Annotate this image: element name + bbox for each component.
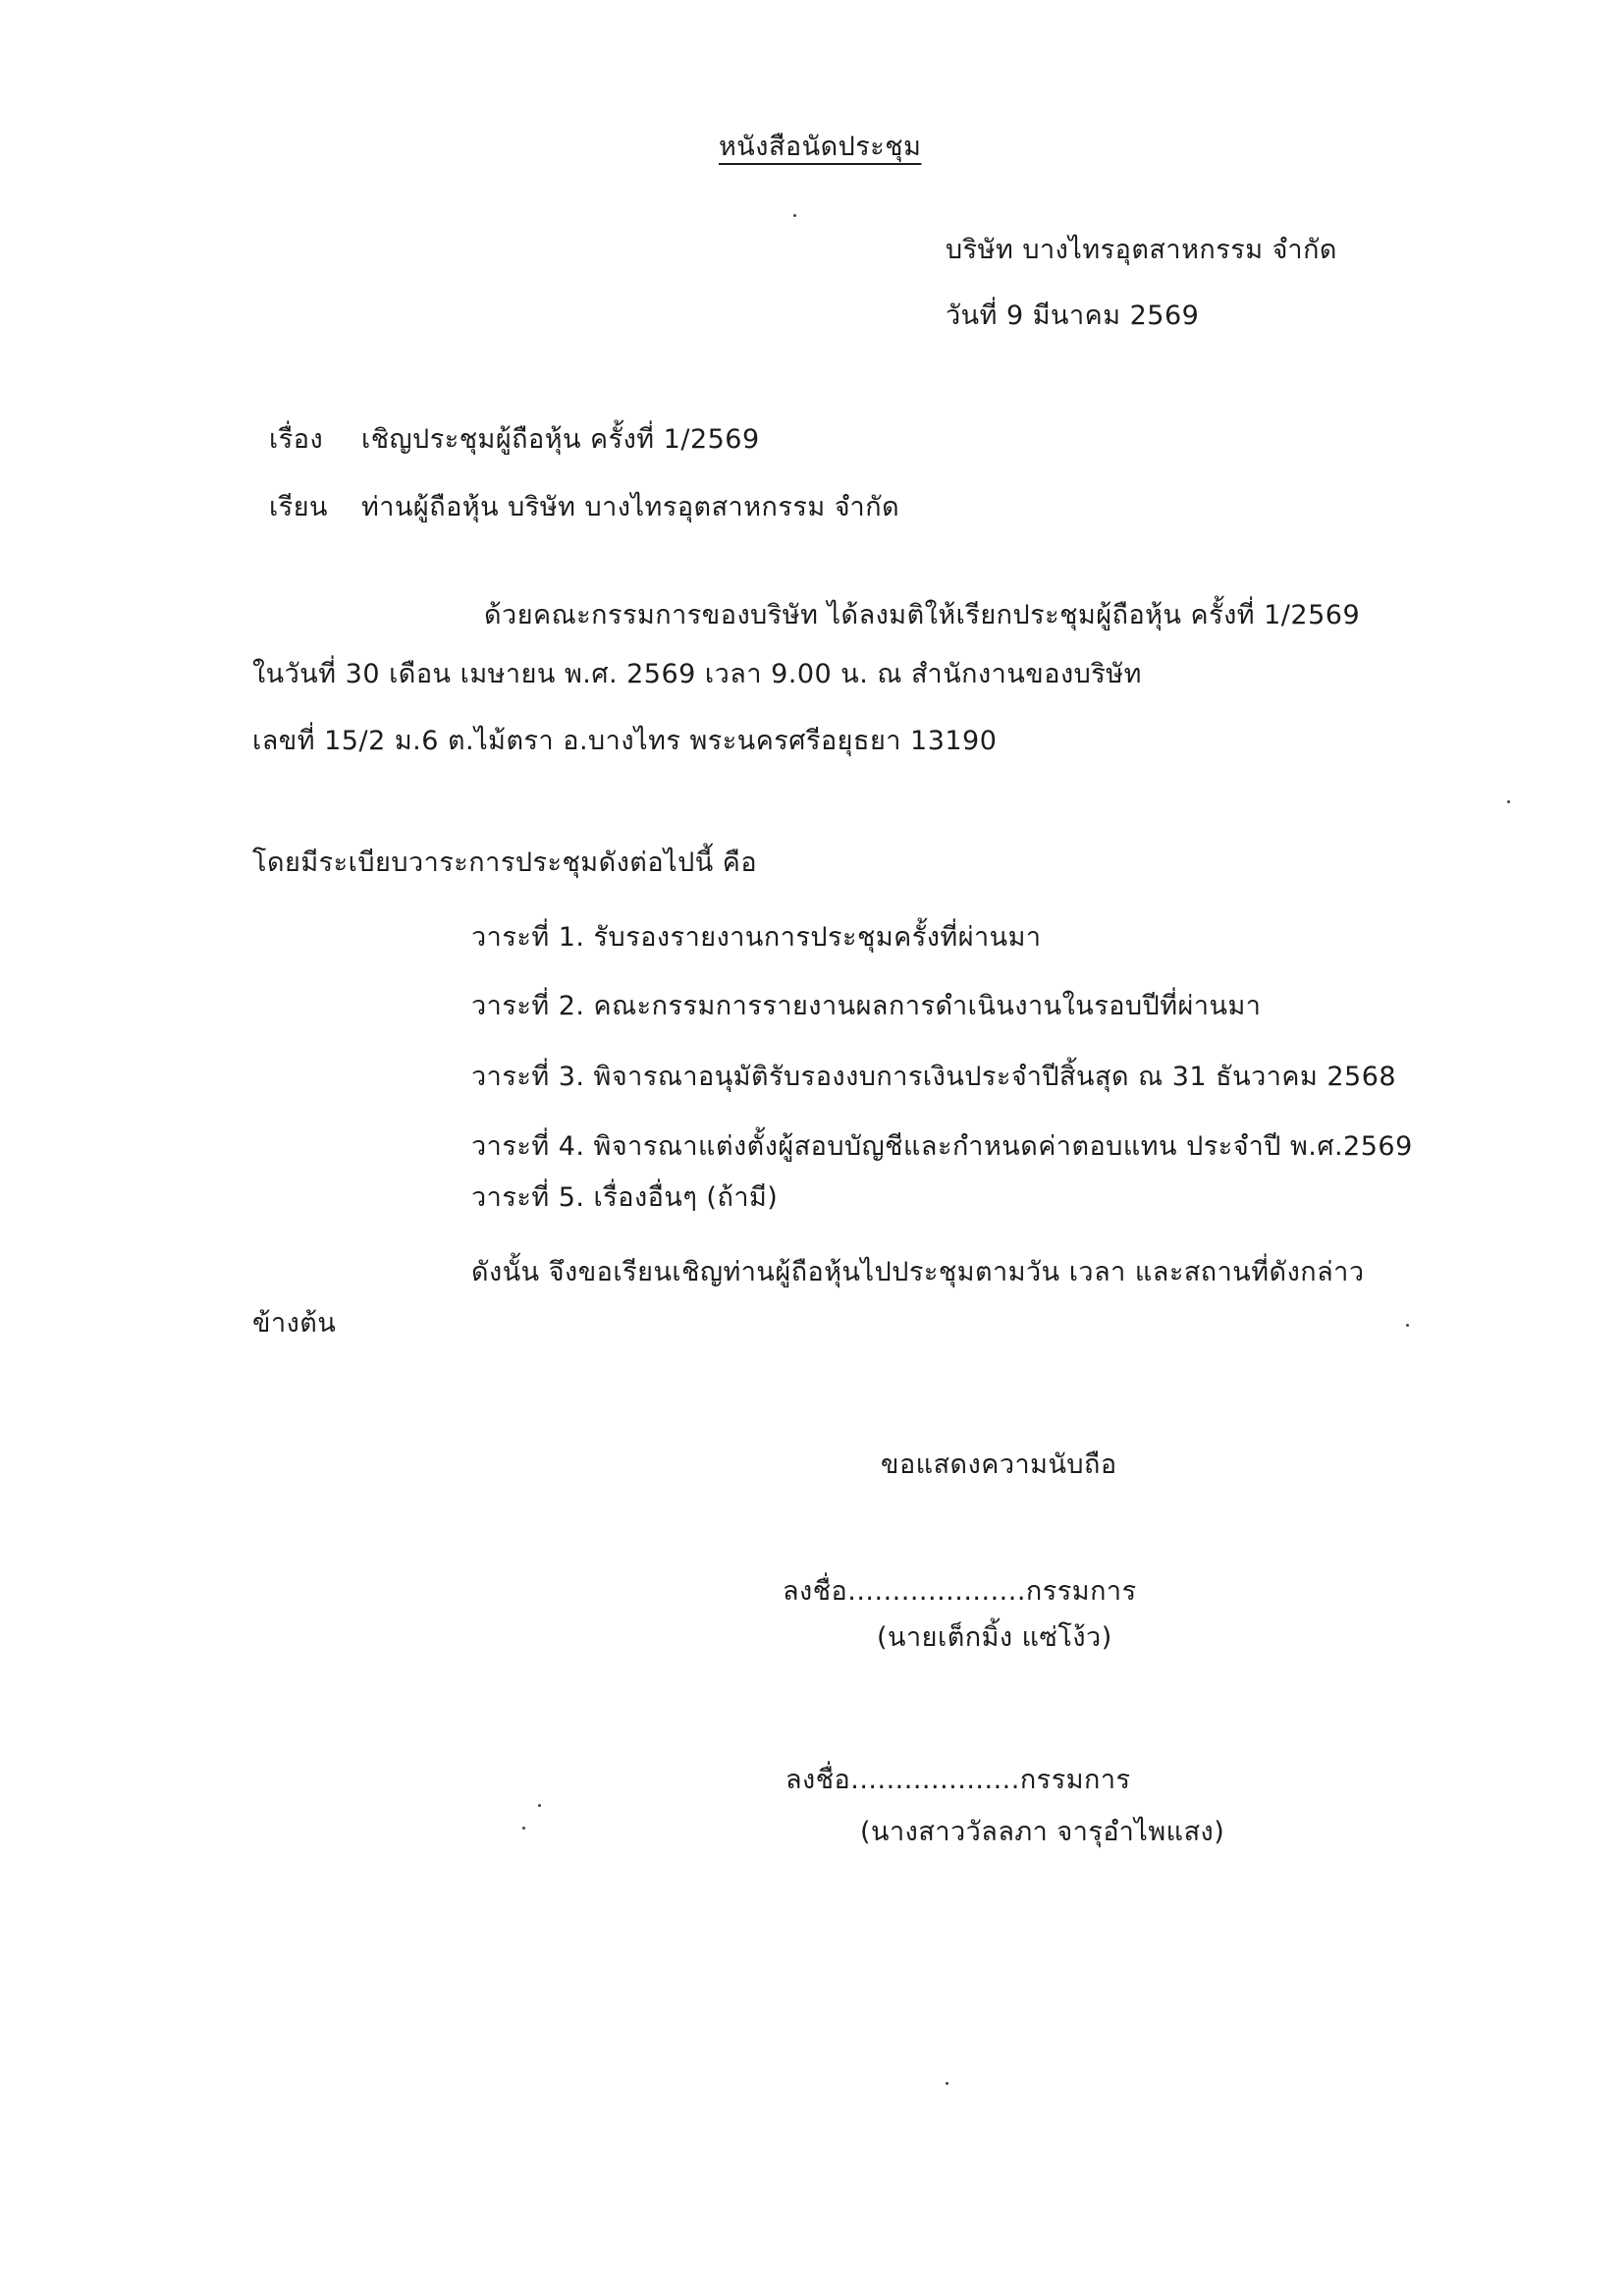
scan-speck	[1406, 1324, 1409, 1327]
letter-date: วันที่ 9 มีนาคม 2569	[946, 301, 1200, 331]
scan-speck	[793, 214, 796, 217]
signatory-name-1: (นายเต็กมิ้ง แซ่โง้ว)	[877, 1622, 1112, 1653]
body-line-3: เลขที่ 15/2 ม.6 ต.ไม้ตรา อ.บางไทร พระนครศรีอยุธยา 13190	[252, 726, 998, 756]
recipient-text: ท่านผู้ถือหุ้น บริษัท บางไทรอุตสาหกรรม จำกัด	[361, 492, 900, 522]
agenda-item: วาระที่ 3. พิจารณาอนุมัติรับรองงบการเงินประจำปีสิ้นสุด ณ 31 ธันวาคม 2568	[471, 1062, 1397, 1092]
agenda-intro: โดยมีระเบียบวาระการประชุมดังต่อไปนี้ คือ	[252, 847, 758, 878]
regards-text: ขอแสดงความนับถือ	[881, 1449, 1117, 1480]
subject-label: เรื่อง	[269, 424, 324, 455]
company-name: บริษัท บางไทรอุตสาหกรรม จำกัด	[946, 235, 1337, 265]
scan-speck	[946, 2082, 948, 2085]
agenda-item: วาระที่ 2. คณะกรรมการรายงานผลการดำเนินงานในรอบปีที่ผ่านมา	[471, 991, 1262, 1021]
signature-line-2: ลงชื่อ...................กรรมการ	[785, 1765, 1131, 1795]
signature-line-1: ลงชื่อ....................กรรมการ	[783, 1576, 1137, 1607]
signatory-name-2: (นางสาววัลลภา จารุอำไพแสง)	[860, 1817, 1225, 1847]
scan-speck	[538, 1804, 541, 1807]
agenda-item: วาระที่ 5. เรื่องอื่นๆ (ถ้ามี)	[471, 1182, 779, 1213]
scan-speck	[522, 1827, 525, 1830]
closing-line-2: ข้างต้น	[252, 1308, 337, 1339]
agenda-item: วาระที่ 4. พิจารณาแต่งตั้งผู้สอบบัญชีและกำหนดค่าตอบแทน ประจำปี พ.ศ.2569	[471, 1131, 1413, 1162]
agenda-item: วาระที่ 1. รับรองรายงานการประชุมครั้งที่ผ่านมา	[471, 922, 1042, 953]
closing-line-1: ดังนั้น จึงขอเรียนเชิญท่านผู้ถือหุ้นไปประชุมตามวัน เวลา และสถานที่ดังกล่าว	[471, 1257, 1365, 1287]
body-line-2: ในวันที่ 30 เดือน เมษายน พ.ศ. 2569 เวลา 9.00 น. ณ สำนักงานของบริษัท	[252, 659, 1142, 689]
scan-speck	[1507, 800, 1510, 803]
recipient-label: เรียน	[269, 492, 329, 522]
body-line-1: ด้วยคณะกรรมการของบริษัท ได้ลงมติให้เรียกประชุมผู้ถือหุ้น ครั้งที่ 1/2569	[484, 600, 1361, 630]
document-title: หนังสือนัดประชุม	[719, 132, 922, 162]
subject-text: เชิญประชุมผู้ถือหุ้น ครั้งที่ 1/2569	[361, 424, 760, 455]
